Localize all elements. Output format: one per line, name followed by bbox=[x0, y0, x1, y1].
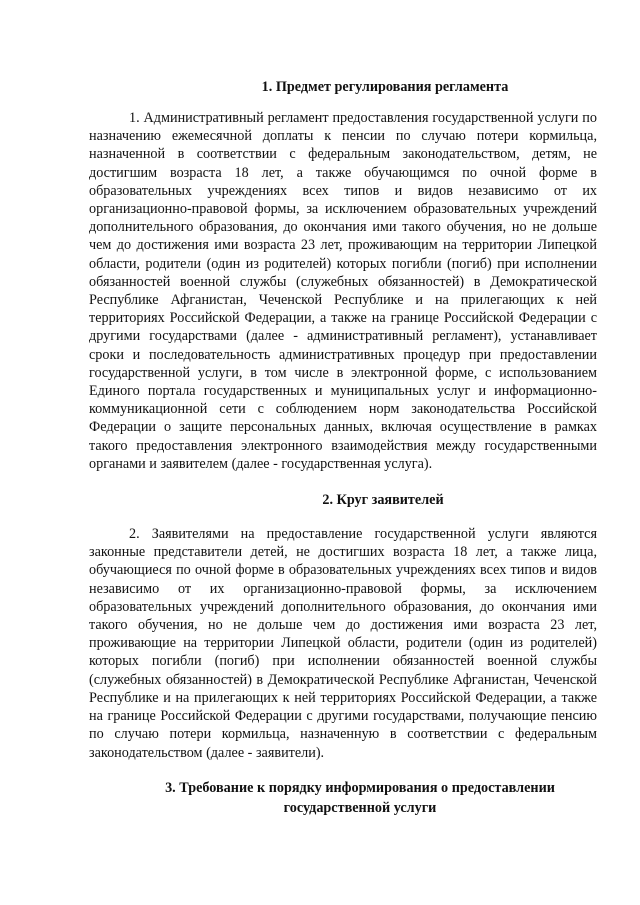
section-2-heading: 2. Круг заявителей bbox=[322, 492, 444, 509]
document-body bbox=[89, 77, 597, 818]
section-2-paragraph: 2. Заявителями на предоставление государственной услуги являются законные представители детей, не достигших возраста 18 лет, а также лица, обучающиеся по очной форме в образовательных учреждениях всех типов и видов независимо от их организационно-правовой формы, за исключением образовательных учреждений дополнительного образования, до окончания ими такого обучения, но не дольше чем до достижения ими возраста 23 лет, проживающие на территории Липецкой области, родители (один из родителей) которых погибли (погиб) при исполнении обязанностей военной службы (служебных обязанностей) в Демократической Республике Афганистан, Чеченской Республике и на прилегающих к ней территориях Российской Федерации, а также на границе Российской Федерации с другими государствами, получающие пенсию по случаю потери кормильца, назначенную в соответствии с федеральным законодательством (далее - заявители). bbox=[89, 526, 597, 761]
section-3-heading: 3. Требование к порядку информирования о предоставлении государственной услуги bbox=[165, 779, 555, 816]
section-1-heading: 1. Предмет регулирования регламента bbox=[261, 79, 509, 95]
section-1-paragraph: 1. Административный регламент предоставления государственной услуги по назначению ежемесячной доплаты к пенсии по случаю потери кормильца, назначенной в соответствии с федеральным законодательством, детям, не достигшим возраста 18 лет, а также обучающимся по очной форме в образовательных учреждениях всех типов и видов независимо от их организационно-правовой формы, за исключением образовательных учреждений дополнительного образования, до окончания ими такого обучения, но не дольше чем до достижения ими возраста 23 лет, проживающим на территории Липецкой области, родители (один из родителей) которых погибли (погиб) при исполнении обязанностей военной службы (служебных обязанностей) в Демократической Республике Афганистан, Чеченской Республике и на прилегающих к ней территориях Российской Федерации, а также на границе Российской Федерации с другими государствами (далее - административный регламент), устанавливает сроки и последовательность административных процедур при предоставлении государственной услуги, в том числе в электронной форме, с использованием Единого портала государственных и муниципальных услуг и информационно-коммуникационной сети с соблюдением норм законодательства Российской Федерации о защите персональных данных, включая осуществление в рамках такого предоставления электронного взаимодействия между государственными органами и заявителем (далее - государственная услуга). bbox=[89, 110, 597, 472]
